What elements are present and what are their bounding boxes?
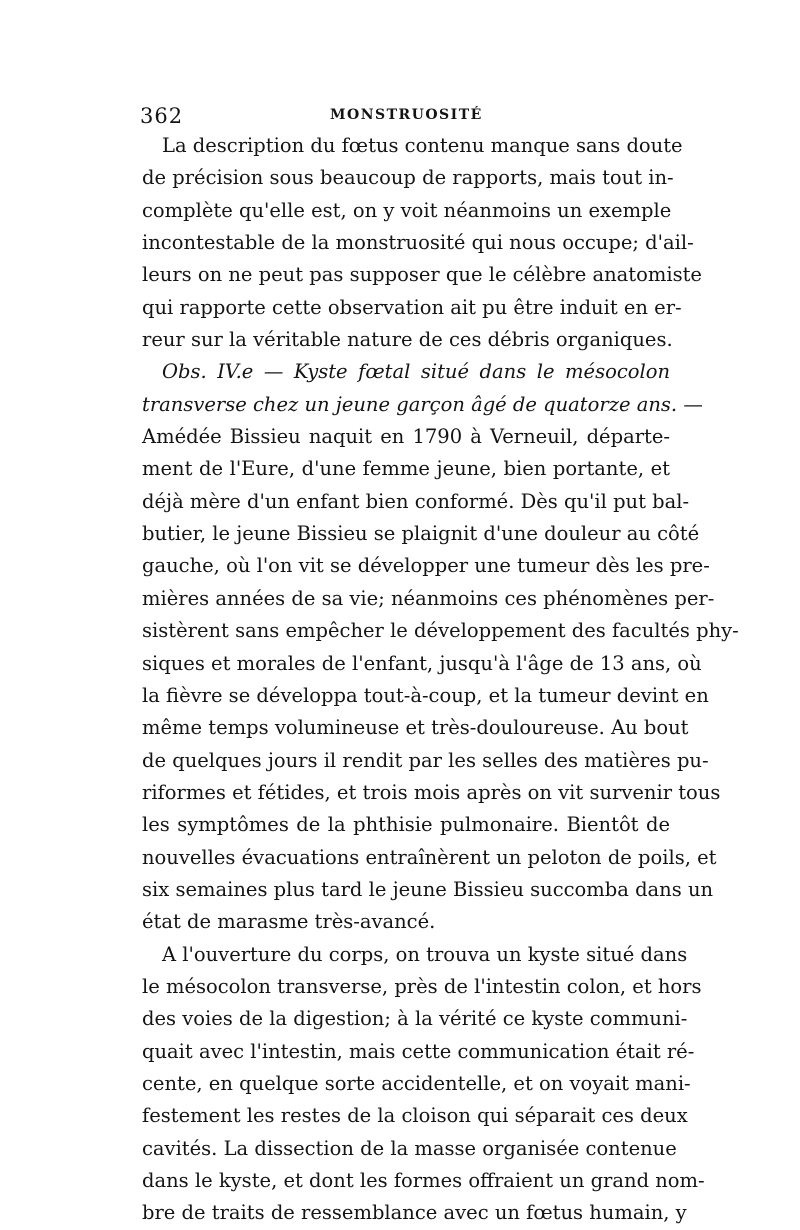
text-line: mières années de sa vie; néanmoins ces phénomènes per- bbox=[142, 586, 715, 610]
text-line: six semaines plus tard le jeune Bissieu succomba dans un bbox=[142, 877, 714, 901]
observation-label: Obs. IV.e — bbox=[162, 360, 284, 384]
text-line: Amédée Bissieu naquit en 1790 à Verneuil, départe- bbox=[142, 425, 670, 449]
observation-heading-line bbox=[142, 356, 670, 388]
observation-heading-line bbox=[142, 389, 703, 421]
text-line: bre de traits de ressemblance avec un fœtus humain, y bbox=[142, 1201, 687, 1225]
page-number: 362 bbox=[140, 104, 184, 128]
observation-dash: — bbox=[683, 392, 703, 416]
text-line: incontestable de la monstruosité qui nous occupe; d'ail- bbox=[142, 231, 694, 255]
text-line: qui rapporte cette observation ait pu être induit en er- bbox=[142, 295, 682, 319]
text-line: quait avec l'intestin, mais cette communication était ré- bbox=[142, 1039, 695, 1063]
text-line: la fièvre se développa tout-à-coup, et la tumeur devint en bbox=[142, 683, 709, 707]
text-line: riformes et fétides, et trois mois après on vit survenir tous bbox=[142, 780, 721, 804]
text-line: A l'ouverture du corps, on trouva un kyste situé dans bbox=[162, 942, 688, 966]
observation-title: Kyste fœtal situé dans le mésocolon bbox=[293, 360, 671, 384]
text-line: les symptômes de la phthisie pulmonaire. Bientôt de bbox=[142, 813, 670, 837]
text-line: complète qu'elle est, on y voit néanmoins un exemple bbox=[142, 198, 672, 222]
text-line: cavités. La dissection de la masse organisée contenue bbox=[142, 1136, 677, 1160]
text-line: siques et morales de l'enfant, jusqu'à l'âge de 13 ans, où bbox=[142, 651, 702, 675]
text-line: des voies de la digestion; à la vérité ce kyste communi- bbox=[142, 1007, 688, 1031]
text-line: sistèrent sans empêcher le développement des facultés phy- bbox=[142, 619, 739, 643]
running-title: MONSTRUOSITÉ bbox=[330, 107, 483, 123]
text-line: reur sur la véritable nature de ces débris organiques. bbox=[142, 328, 673, 352]
text-line: leurs on ne peut pas supposer que le célèbre anatomiste bbox=[142, 263, 702, 287]
text-line: La description du fœtus contenu manque sans doute bbox=[162, 134, 683, 157]
observation-title-cont: transverse chez un jeune garçon âgé de quatorze ans. bbox=[142, 392, 678, 416]
text-line: butier, le jeune Bissieu se plaignit d'une douleur au côté bbox=[142, 522, 700, 546]
text-line: le mésocolon transverse, près de l'intestin colon, et hors bbox=[142, 974, 702, 998]
text-line: état de marasme très-avancé. bbox=[142, 910, 436, 934]
text-line: gauche, où l'on vit se développer une tumeur dès les pre- bbox=[142, 554, 710, 578]
text-line: de précision sous beaucoup de rapports, mais tout in- bbox=[142, 166, 674, 190]
text-line: festement les restes de la cloison qui séparait ces deux bbox=[142, 1104, 688, 1128]
text-line: ment de l'Eure, d'une femme jeune, bien portante, et bbox=[142, 457, 670, 481]
text-line: déjà mère d'un enfant bien conformé. Dès qu'il put bal- bbox=[142, 489, 690, 513]
text-line: dans le kyste, et dont les formes offraient un grand nom- bbox=[142, 1169, 705, 1192]
body-text bbox=[142, 130, 739, 1230]
text-line: nouvelles évacuations entraînèrent un peloton de poils, et bbox=[142, 845, 717, 869]
text-line: de quelques jours il rendit par les selles des matières pu- bbox=[142, 748, 709, 772]
text-line: même temps volumineuse et très-douloureuse. Au bout bbox=[142, 716, 689, 740]
text-line: cente, en quelque sorte accidentelle, et on voyait mani- bbox=[142, 1071, 691, 1095]
